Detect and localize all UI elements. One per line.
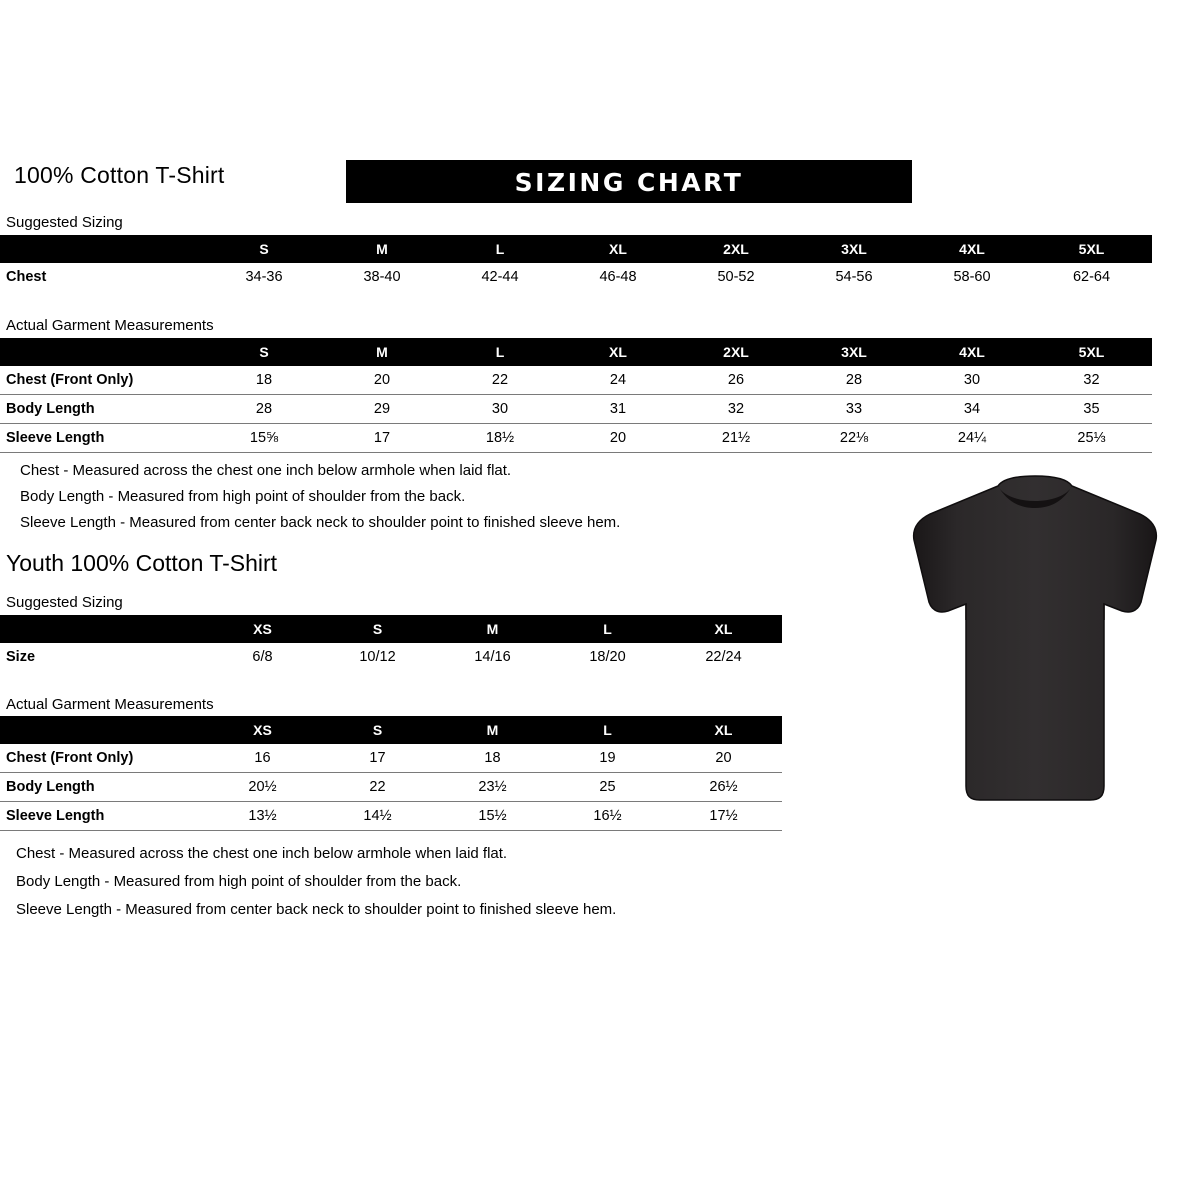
- cell: 22: [369, 779, 386, 795]
- cell: 17: [373, 430, 391, 446]
- cell: 20: [373, 372, 391, 388]
- table-row: [0, 802, 782, 831]
- row-label: Chest (Front Only): [6, 372, 134, 388]
- col-header: M: [486, 621, 499, 637]
- youth-note-body-length: Body Length - Measured from high point of shoulder from the back.: [16, 873, 462, 890]
- col-header: XL: [609, 344, 627, 360]
- cell: 62-64: [1072, 269, 1111, 285]
- col-header: S: [259, 241, 269, 257]
- table-header-row: [0, 716, 782, 744]
- cell: 21½: [721, 430, 751, 446]
- adult-note-chest: Chest - Measured across the chest one inch below armhole when laid flat.: [20, 462, 512, 479]
- cell: 28: [845, 372, 863, 388]
- col-header: L: [603, 722, 612, 738]
- cell: 25: [599, 779, 616, 795]
- row-label: Sleeve Length: [6, 430, 105, 446]
- adult-section-title: 100% Cotton T-Shirt: [14, 162, 225, 188]
- row-label: Chest (Front Only): [6, 750, 134, 766]
- cell: 16: [254, 750, 271, 766]
- cell: 38-40: [363, 269, 401, 285]
- col-header: S: [372, 722, 383, 738]
- cell: 33: [845, 401, 863, 417]
- youth-actual-measurements-table: [0, 716, 782, 831]
- col-header: XS: [253, 621, 272, 637]
- cell: 50-52: [717, 269, 755, 285]
- table-header-row: [0, 235, 1152, 263]
- cell: 24¼: [957, 430, 987, 446]
- col-header: M: [376, 344, 388, 360]
- cell: 32: [727, 401, 745, 417]
- cell: 22: [491, 372, 509, 388]
- col-header: L: [495, 241, 505, 257]
- col-header: 3XL: [841, 241, 867, 257]
- cell: 15½: [478, 808, 507, 824]
- youth-suggested-sizing-label: Suggested Sizing: [6, 594, 123, 611]
- cell: 13½: [248, 808, 277, 824]
- cell: 34: [963, 401, 981, 417]
- cell: 26½: [709, 779, 738, 795]
- col-header: [0, 615, 205, 643]
- col-header: 5XL: [1078, 241, 1105, 257]
- cell: 15⅝: [249, 430, 279, 446]
- cell: 46-48: [599, 269, 637, 285]
- youth-section-title: Youth 100% Cotton T-Shirt: [6, 550, 278, 576]
- row-label: Body Length: [6, 401, 95, 417]
- cell: 22⅛: [839, 430, 869, 446]
- cell: 28: [255, 401, 273, 417]
- col-header: [0, 235, 205, 263]
- row-label: Size: [6, 649, 36, 665]
- youth-note-chest: Chest - Measured across the chest one inch below armhole when laid flat.: [16, 845, 508, 862]
- table-row: [0, 366, 1152, 395]
- cell: 14/16: [474, 649, 511, 665]
- cell: 20½: [248, 779, 277, 795]
- cell: 17½: [709, 808, 738, 824]
- cell: 16½: [593, 808, 622, 824]
- col-header: XL: [714, 621, 733, 637]
- table-row: [0, 643, 782, 671]
- col-header: L: [603, 621, 612, 637]
- col-header: 5XL: [1078, 344, 1105, 360]
- col-header: 2XL: [723, 241, 749, 257]
- cell: 10/12: [359, 649, 396, 665]
- col-header: XL: [714, 722, 733, 738]
- youth-suggested-sizing-table: [0, 615, 782, 671]
- cell: 30: [963, 372, 981, 388]
- adult-actual-measurements-label: Actual Garment Measurements: [6, 317, 214, 334]
- col-header: XS: [253, 722, 272, 738]
- table-header-row: [0, 338, 1152, 366]
- cell: 34-36: [245, 269, 283, 285]
- col-header: S: [259, 344, 269, 360]
- col-header: [0, 338, 205, 366]
- cell: 24: [609, 372, 627, 388]
- col-header: M: [486, 722, 499, 738]
- cell: 32: [1083, 372, 1100, 388]
- cell: 26: [727, 372, 745, 388]
- cell: 18: [484, 750, 501, 766]
- cell: 17: [369, 750, 386, 766]
- adult-suggested-sizing-table: [0, 235, 1152, 291]
- sizing-chart-banner: [346, 160, 912, 203]
- col-header: 2XL: [723, 344, 749, 360]
- col-header: 4XL: [959, 344, 985, 360]
- cell: 42-44: [481, 269, 519, 285]
- table-row: [0, 263, 1152, 291]
- table-row: [0, 424, 1152, 453]
- cell: 58-60: [953, 269, 991, 285]
- cell: 31: [609, 401, 627, 417]
- youth-note-sleeve-length: Sleeve Length - Measured from center back neck to shoulder point to finished sleeve hem.: [16, 901, 617, 918]
- cell: 54-56: [835, 269, 873, 285]
- col-header: L: [495, 344, 505, 360]
- adult-note-sleeve-length: Sleeve Length - Measured from center back neck to shoulder point to finished sleeve hem.: [20, 514, 621, 531]
- adult-header-row: [8, 160, 908, 204]
- cell: 22/24: [705, 649, 742, 665]
- col-header: M: [376, 241, 388, 257]
- table-header-row: [0, 615, 782, 643]
- col-header: XL: [609, 241, 627, 257]
- table-row: [0, 773, 782, 802]
- cell: 23½: [478, 779, 507, 795]
- col-header: 4XL: [959, 241, 985, 257]
- adult-actual-measurements-table: [0, 338, 1152, 453]
- adult-note-body-length: Body Length - Measured from high point of shoulder from the back.: [20, 488, 466, 505]
- tshirt-product-image: [890, 470, 1180, 820]
- cell: 18: [255, 372, 273, 388]
- table-row: [0, 744, 782, 773]
- cell: 6/8: [252, 649, 273, 665]
- row-label: Sleeve Length: [6, 808, 105, 824]
- tshirt-icon: [890, 470, 1180, 820]
- adult-suggested-sizing-label: Suggested Sizing: [6, 214, 123, 231]
- cell: 14½: [363, 808, 392, 824]
- cell: 18½: [485, 430, 515, 446]
- sizing-chart-banner-label: SIZING CHART: [514, 168, 744, 197]
- cell: 20: [715, 750, 732, 766]
- cell: 18/20: [589, 649, 626, 665]
- youth-actual-measurements-label: Actual Garment Measurements: [6, 696, 214, 713]
- cell: 19: [599, 750, 616, 766]
- col-header: 3XL: [841, 344, 867, 360]
- table-row: [0, 395, 1152, 424]
- row-label: Chest: [6, 269, 47, 285]
- cell: 25⅓: [1077, 430, 1106, 446]
- row-label: Body Length: [6, 779, 95, 795]
- cell: 29: [373, 401, 391, 417]
- col-header: [0, 716, 205, 744]
- cell: 30: [491, 401, 509, 417]
- cell: 35: [1083, 401, 1100, 417]
- cell: 20: [609, 430, 627, 446]
- col-header: S: [372, 621, 383, 637]
